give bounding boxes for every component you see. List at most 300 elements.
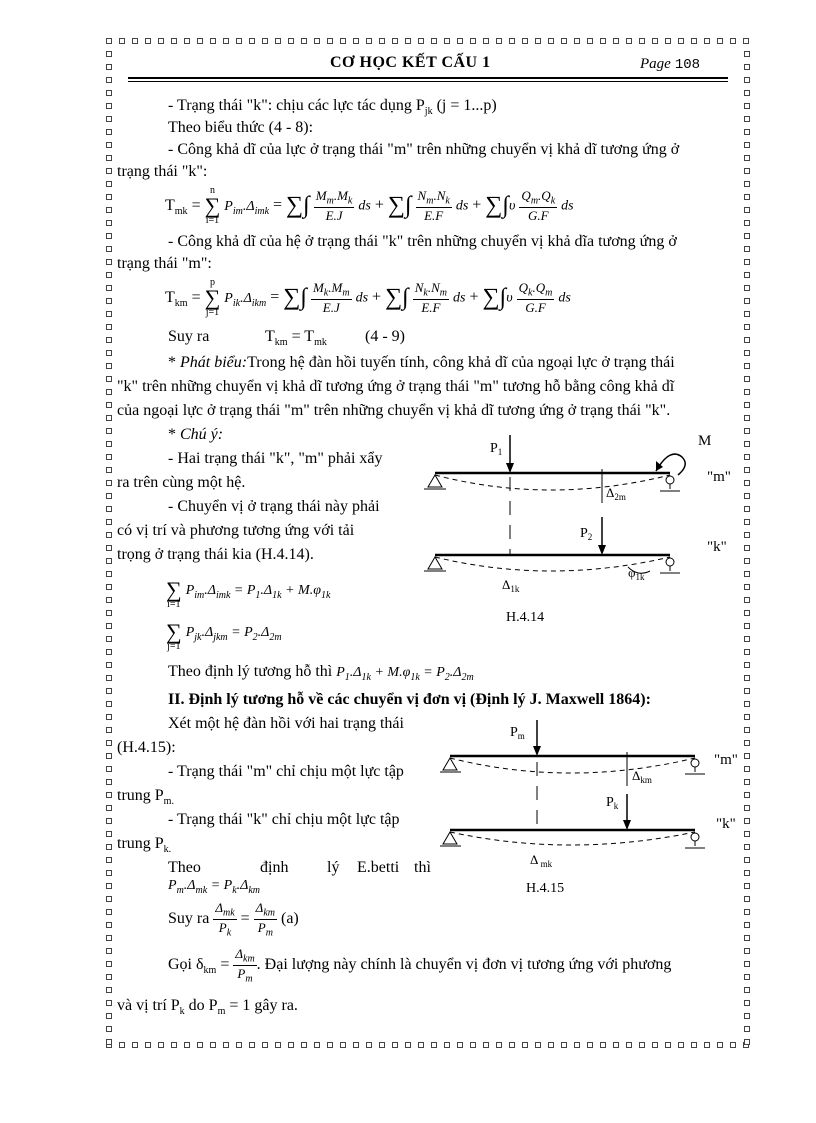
- border-square: [744, 441, 750, 447]
- border-square: [744, 285, 750, 291]
- border-square: [106, 532, 112, 538]
- text-line: của ngoại lực ở trạng thái "m" trên những chuyển vị khả dĩ tương ứng ở trạng thái "k".: [117, 402, 671, 419]
- border-square: [744, 493, 750, 499]
- border-square: [483, 38, 489, 44]
- border-square: [106, 324, 112, 330]
- border-square: [106, 155, 112, 161]
- equation-tkm: $T_{km} = p$ ∑ j=1 $P_{ik}.\Delta_{ikm}$ = ∑∫ $\frac{M_k.M_m}{E.J}$ ds + ∑∫ $\frac{N_k.N_m}{E.F}$ ds + ∑∫υ $\frac{Q_k.Q_m}{G.F}$ ds: [165, 277, 571, 318]
- border-square: [106, 883, 112, 889]
- border-square: [106, 753, 112, 759]
- text-line: "k" trên những chuyển vị khả dĩ tương ứng ở trạng thái "m" tương hỗ bằng công khả dĩ: [117, 378, 675, 395]
- border-square: [522, 1042, 528, 1048]
- border-square: [730, 38, 736, 44]
- border-square: [106, 142, 112, 148]
- border-square: [744, 168, 750, 174]
- border-square: [483, 1042, 489, 1048]
- border-square: [106, 493, 112, 499]
- text-line: thì: [414, 859, 431, 876]
- border-square: [744, 155, 750, 161]
- border-square: [744, 649, 750, 655]
- border-square: [744, 519, 750, 525]
- text-line: - Chuyển vị ở trạng thái này phải: [168, 498, 380, 515]
- border-square: [106, 246, 112, 252]
- border-square: [613, 1042, 619, 1048]
- border-square: [366, 1042, 372, 1048]
- border-square: [743, 38, 749, 44]
- border-square: [106, 480, 112, 486]
- border-square: [535, 38, 541, 44]
- border-square: [223, 1042, 229, 1048]
- border-square: [744, 389, 750, 395]
- border-square: [210, 38, 216, 44]
- border-square: [548, 38, 554, 44]
- border-square: [106, 714, 112, 720]
- label-state-m: "m": [707, 469, 731, 485]
- border-square: [626, 38, 632, 44]
- border-square: [184, 38, 190, 44]
- border-square: [379, 38, 385, 44]
- caption: H.4.15: [526, 881, 565, 896]
- border-square: [744, 896, 750, 902]
- border-square: [704, 1042, 710, 1048]
- border-square: [496, 38, 502, 44]
- border-square: [106, 623, 112, 629]
- border-square: [106, 571, 112, 577]
- text-line: Gọi $\delta_{km}$ = $\frac{\Delta_{km}}{P_m}$ . Đại lượng này chính là chuyển vị đơn vị tương ứng với phương: [168, 946, 672, 985]
- border-square: [744, 571, 750, 577]
- text-line: Theo định lý tương hỗ thì $P_1.\Delta_{1k} + M.\varphi_{1k} = P_2.\Delta_{2m}$: [168, 663, 474, 683]
- border-square: [106, 103, 112, 109]
- border-square: [431, 1042, 437, 1048]
- border-square: [301, 1042, 307, 1048]
- text-line: * Phát biểu:Trong hệ đàn hồi tuyến tính, công khả dĩ của ngoại lực ở trạng thái: [168, 354, 675, 371]
- border-square: [744, 298, 750, 304]
- border-square: [132, 1042, 138, 1048]
- border-square: [158, 1042, 164, 1048]
- label-state-k: "k": [707, 539, 727, 555]
- page-number: 108: [674, 57, 701, 73]
- border-square: [106, 337, 112, 343]
- border-square: [262, 38, 268, 44]
- equation-suyra: Suy ra $\frac{\Delta_{mk}}{P_k}$ = $\frac{\Delta_{km}}{P_m}$ (a): [168, 900, 299, 939]
- border-square: [301, 38, 307, 44]
- border-square: [639, 38, 645, 44]
- border-square: [418, 1042, 424, 1048]
- border-square: [106, 740, 112, 746]
- border-square: [744, 337, 750, 343]
- border-square: [744, 90, 750, 96]
- border-square: [678, 38, 684, 44]
- border-square: [353, 1042, 359, 1048]
- border-square: [106, 38, 112, 44]
- border-square: [744, 701, 750, 707]
- border-square: [106, 961, 112, 967]
- text-line: - Trạng thái "m" chỉ chịu một lực tập: [168, 763, 404, 780]
- border-square: [744, 51, 750, 57]
- border-square: [744, 103, 750, 109]
- border-square: [197, 1042, 203, 1048]
- text-line: trạng thái "k":: [117, 163, 208, 180]
- border-square: [197, 38, 203, 44]
- border-square: [665, 1042, 671, 1048]
- border-square: [106, 610, 112, 616]
- border-square: [106, 584, 112, 590]
- border-square: [744, 883, 750, 889]
- border-square: [744, 610, 750, 616]
- border-square: [587, 1042, 593, 1048]
- label-p1: $P_1$: [490, 441, 503, 457]
- equation-sum-1: ∑ i=1 $P_{im}.\Delta_{imk} = P_1.\Delta_{1k} + M.\varphi_{1k}$: [166, 577, 331, 610]
- border-square: [106, 701, 112, 707]
- header-rule-2: [128, 81, 728, 82]
- border-square: [327, 1042, 333, 1048]
- border-square: [106, 909, 112, 915]
- border-square: [744, 1013, 750, 1019]
- border-square: [678, 1042, 684, 1048]
- text-line: định: [260, 859, 289, 876]
- border-square: [744, 584, 750, 590]
- page-label: Page: [640, 56, 671, 72]
- border-square: [106, 519, 112, 525]
- border-square: [171, 1042, 177, 1048]
- border-square: [457, 38, 463, 44]
- border-square: [106, 298, 112, 304]
- border-square: [288, 38, 294, 44]
- label-pm: $P_m$: [510, 725, 525, 741]
- border-square: [744, 272, 750, 278]
- figure-h4-14: [420, 425, 740, 635]
- border-square: [106, 311, 112, 317]
- border-square: [106, 285, 112, 291]
- label-delta-mk: Δ $_{mk}$: [530, 852, 553, 869]
- border-square: [106, 935, 112, 941]
- border-square: [106, 220, 112, 226]
- text-line: có vị trí và phương tương ứng với tải: [117, 522, 355, 539]
- text-line: - Hai trạng thái "k", "m" phải xẩy: [168, 450, 383, 467]
- border-square: [574, 1042, 580, 1048]
- label-pk: $P_k$: [606, 795, 619, 811]
- border-square: [145, 38, 151, 44]
- border-square: [340, 38, 346, 44]
- border-square: [744, 207, 750, 213]
- border-square: [327, 38, 333, 44]
- border-square: [106, 662, 112, 668]
- border-square: [106, 1013, 112, 1019]
- border-square: [106, 636, 112, 642]
- border-square: [106, 168, 112, 174]
- text-line: trung $P_{k.}$: [117, 835, 172, 856]
- border-square: [744, 779, 750, 785]
- text-line: (H.4.15):: [117, 739, 176, 756]
- border-square: [744, 948, 750, 954]
- border-square: [744, 532, 750, 538]
- border-square: [223, 38, 229, 44]
- border-square: [744, 922, 750, 928]
- label-state-m: "m": [714, 752, 738, 768]
- border-square: [587, 38, 593, 44]
- border-square: [184, 1042, 190, 1048]
- border-square: [236, 38, 242, 44]
- border-square: [744, 350, 750, 356]
- border-square: [106, 350, 112, 356]
- figure-h4-15: [440, 718, 740, 898]
- border-square: [106, 844, 112, 850]
- border-square: [744, 974, 750, 980]
- border-square: [744, 246, 750, 252]
- label-m: M: [698, 433, 712, 449]
- border-square: [561, 1042, 567, 1048]
- border-square: [106, 649, 112, 655]
- border-square: [744, 77, 750, 83]
- text-line: - Trạng thái "k": chịu các lực tác dụng $P_{jk}$ (j = 1...p): [168, 97, 497, 118]
- equation-betti: $P_m.\Delta_{mk} = P_k.\Delta_{km}$: [168, 878, 261, 896]
- border-square: [470, 1042, 476, 1048]
- border-square: [744, 727, 750, 733]
- border-square: [704, 38, 710, 44]
- border-square: [444, 1042, 450, 1048]
- page-number-block: [640, 55, 700, 73]
- border-square: [535, 1042, 541, 1048]
- border-square: [106, 506, 112, 512]
- border-square: [744, 480, 750, 486]
- border-square: [600, 38, 606, 44]
- border-square: [457, 1042, 463, 1048]
- border-square: [431, 38, 437, 44]
- border-square: [392, 38, 398, 44]
- border-square: [405, 1042, 411, 1048]
- border-square: [744, 1026, 750, 1032]
- border-square: [561, 38, 567, 44]
- border-square: [744, 259, 750, 265]
- border-square: [106, 64, 112, 70]
- border-square: [262, 1042, 268, 1048]
- border-square: [744, 324, 750, 330]
- border-square: [106, 896, 112, 902]
- text-line: trạng thái "m":: [117, 255, 212, 272]
- border-square: [106, 727, 112, 733]
- border-square: [106, 1026, 112, 1032]
- border-square: [106, 818, 112, 824]
- border-square: [106, 831, 112, 837]
- border-square: [744, 1000, 750, 1006]
- border-square: [106, 766, 112, 772]
- border-square: [744, 1039, 750, 1045]
- border-square: [691, 1042, 697, 1048]
- border-square: [106, 857, 112, 863]
- border-square: [106, 441, 112, 447]
- text-line: * Chú ý:: [168, 426, 224, 443]
- border-square: [744, 467, 750, 473]
- border-square: [106, 129, 112, 135]
- caption: H.4.14: [506, 610, 545, 625]
- border-square: [106, 402, 112, 408]
- border-square: [106, 77, 112, 83]
- border-square: [744, 636, 750, 642]
- border-square: [652, 1042, 658, 1048]
- border-square: [106, 779, 112, 785]
- border-square: [548, 1042, 554, 1048]
- border-square: [744, 116, 750, 122]
- border-square: [470, 38, 476, 44]
- border-square: [744, 402, 750, 408]
- text-line: và vị trí $P_k$ do $P_m = 1$ gây ra.: [117, 997, 298, 1018]
- header-rule: [128, 77, 728, 79]
- label-phi: $\varphi_{1k}$: [628, 565, 645, 582]
- border-square: [249, 38, 255, 44]
- border-square: [744, 844, 750, 850]
- border-square: [744, 831, 750, 837]
- border-square: [145, 1042, 151, 1048]
- text-line: trung $P_{m.}$: [117, 787, 174, 808]
- border-square: [106, 116, 112, 122]
- border-square: [119, 1042, 125, 1048]
- text-line: Theo: [168, 859, 201, 876]
- border-square: [392, 1042, 398, 1048]
- border-square: [652, 38, 658, 44]
- border-square: [744, 233, 750, 239]
- text-line: ra trên cùng một hệ.: [117, 474, 246, 491]
- border-square: [744, 909, 750, 915]
- border-square: [744, 129, 750, 135]
- border-square: [106, 805, 112, 811]
- border-square: [744, 311, 750, 317]
- border-square: [730, 1042, 736, 1048]
- border-square: [744, 935, 750, 941]
- border-square: [744, 376, 750, 382]
- border-square: [106, 376, 112, 382]
- page-header-title: CƠ HỌC KẾT CẤU 1: [330, 54, 491, 71]
- border-square: [210, 1042, 216, 1048]
- border-square: [275, 1042, 281, 1048]
- border-square: [106, 987, 112, 993]
- border-square: [106, 90, 112, 96]
- border-square: [613, 38, 619, 44]
- border-square: [744, 753, 750, 759]
- border-square: [106, 51, 112, 57]
- border-square: [106, 948, 112, 954]
- text-line: Suy ra: [168, 328, 210, 345]
- border-square: [717, 38, 723, 44]
- equation-tmk: $T_{mk} = n$ ∑ i=1 $P_{im}.\Delta_{imk}$ = ∑∫ $\frac{M_m.M_k}{E.J}$ ds + ∑∫ $\frac{N_m.N_k}{E.F}$ ds + ∑∫υ $\frac{Q_m.Q_k}{G.F}$ ds: [165, 185, 574, 226]
- text-line: Xét một hệ đàn hồi với hai trạng thái: [168, 715, 404, 732]
- border-square: [744, 558, 750, 564]
- border-square: [249, 1042, 255, 1048]
- border-square: [288, 1042, 294, 1048]
- border-square: [744, 181, 750, 187]
- border-square: [574, 38, 580, 44]
- label-delta-km: $\Delta_{km}$: [632, 768, 652, 785]
- border-square: [314, 1042, 320, 1048]
- border-square: [744, 142, 750, 148]
- text-line: E.betti: [357, 859, 400, 876]
- border-square: [744, 662, 750, 668]
- text-line: - Trạng thái "k" chỉ chịu một lực tập: [168, 811, 400, 828]
- border-square: [639, 1042, 645, 1048]
- border-square: [444, 38, 450, 44]
- border-square: [744, 766, 750, 772]
- label-delta-2m: $\Delta_{2m}$: [606, 485, 626, 502]
- border-square: [106, 389, 112, 395]
- label-state-k: "k": [716, 816, 736, 832]
- border-square: [744, 454, 750, 460]
- border-square: [106, 363, 112, 369]
- border-square: [744, 987, 750, 993]
- border-square: [353, 38, 359, 44]
- text-line: $T_{km} = T_{mk}$: [265, 328, 327, 349]
- border-square: [119, 38, 125, 44]
- border-square: [340, 1042, 346, 1048]
- border-square: [509, 38, 515, 44]
- border-square: [106, 272, 112, 278]
- border-square: [744, 506, 750, 512]
- border-square: [744, 818, 750, 824]
- border-square: [744, 428, 750, 434]
- border-square: [744, 740, 750, 746]
- border-square: [106, 922, 112, 928]
- border-square: [106, 194, 112, 200]
- border-square: [626, 1042, 632, 1048]
- text-line: lý: [327, 859, 340, 876]
- text-line: Theo biểu thức (4 - 8):: [168, 119, 314, 136]
- border-square: [236, 1042, 242, 1048]
- border-square: [158, 38, 164, 44]
- border-square: [366, 38, 372, 44]
- border-square: [106, 181, 112, 187]
- label-delta-1k: $\Delta_{1k}$: [502, 577, 520, 594]
- border-square: [106, 454, 112, 460]
- border-square: [106, 558, 112, 564]
- border-square: [744, 623, 750, 629]
- border-square: [744, 64, 750, 70]
- border-square: [744, 961, 750, 967]
- border-square: [106, 1039, 112, 1045]
- border-square: [106, 1000, 112, 1006]
- border-square: [106, 207, 112, 213]
- border-square: [744, 363, 750, 369]
- border-square: [691, 38, 697, 44]
- border-square: [744, 597, 750, 603]
- border-square: [744, 675, 750, 681]
- section-heading: II. Định lý tương hỗ về các chuyển vị đơn vị (Định lý J. Maxwell 1864):: [168, 691, 651, 708]
- border-square: [600, 1042, 606, 1048]
- text-line: - Công khả dĩ của lực ở trạng thái "m" trên những chuyển vị khả dĩ tương ứng ở: [168, 141, 680, 158]
- equation-sum-2: ∑ j=1 $P_{jk}.\Delta_{jkm} = P_2.\Delta_{2m}$: [166, 619, 282, 652]
- border-square: [665, 38, 671, 44]
- text-line: (4 - 9): [365, 328, 405, 345]
- border-square: [744, 545, 750, 551]
- border-square: [744, 194, 750, 200]
- label-p2: $P_2$: [580, 526, 593, 542]
- text-line: - Công khả dĩ của hệ ở trạng thái "k" trên những chuyển vị khả dĩa tương ứng ở: [168, 233, 677, 250]
- border-square: [132, 38, 138, 44]
- border-square: [744, 415, 750, 421]
- border-square: [106, 233, 112, 239]
- border-square: [171, 38, 177, 44]
- border-square: [106, 974, 112, 980]
- border-square: [275, 38, 281, 44]
- border-square: [744, 870, 750, 876]
- border-square: [509, 1042, 515, 1048]
- border-square: [106, 415, 112, 421]
- border-square: [744, 688, 750, 694]
- border-square: [106, 870, 112, 876]
- border-square: [106, 597, 112, 603]
- text-line: trọng ở trạng thái kia (H.4.14).: [117, 546, 314, 563]
- border-square: [744, 805, 750, 811]
- border-square: [744, 792, 750, 798]
- border-square: [744, 857, 750, 863]
- border-square: [496, 1042, 502, 1048]
